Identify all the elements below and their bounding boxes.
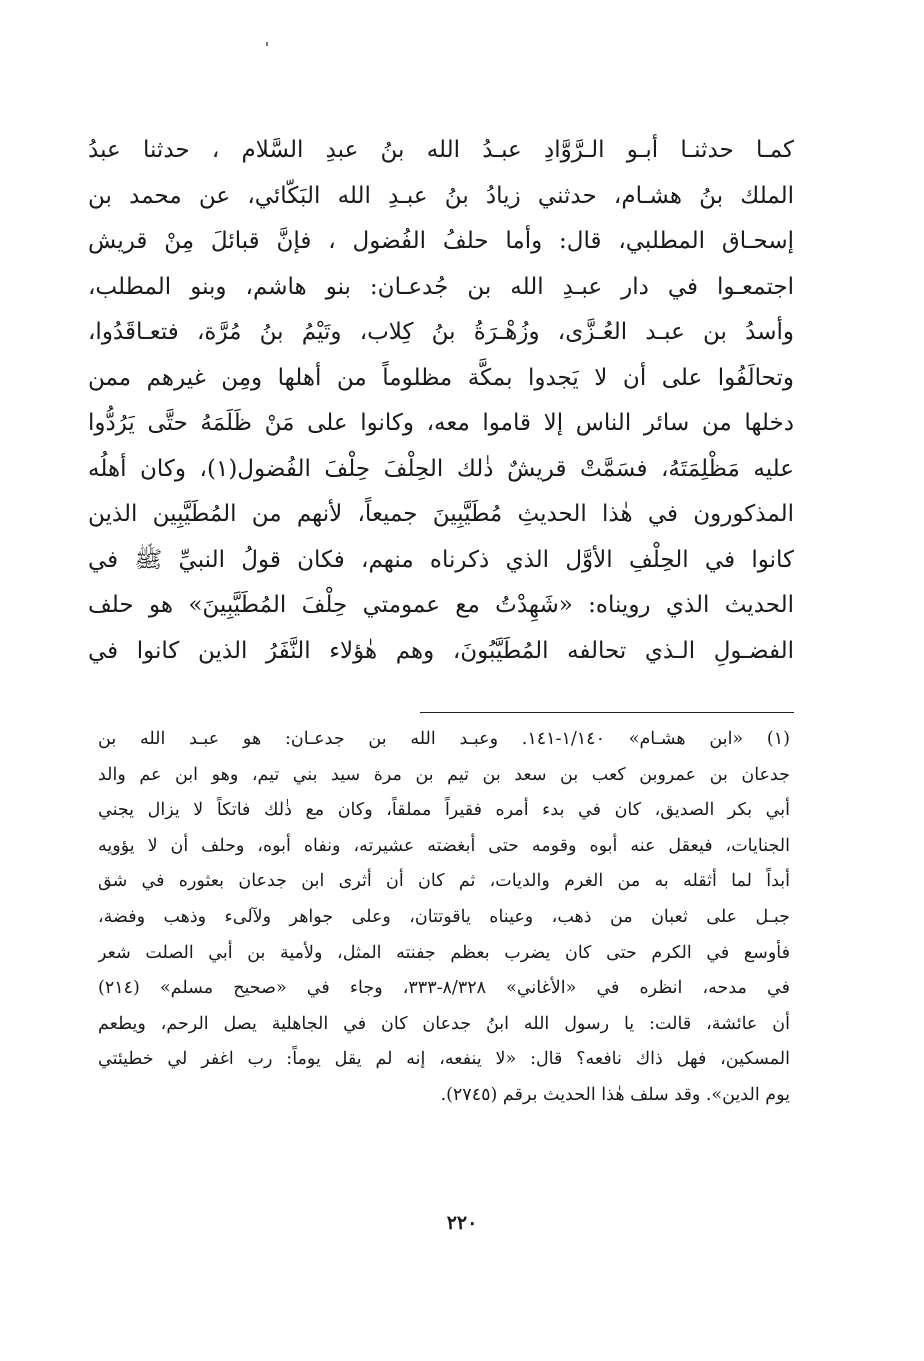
main-text-line: وأسدُ بن عبـد العُـزَّى، وزُهْـرَةُ بنُ كِلاب، وتَيْمُ بنُ مُرَّة، فتعـاقَدُوا، bbox=[88, 319, 794, 345]
main-text-line: كمـا حدثنـا أبـو الـرَّوَّادِ عبـدُ الله بنُ عبدِ السَّلام ، حدثنا عبدُ bbox=[88, 137, 794, 163]
main-text-line: اجتمعـوا في دار عبـدِ الله بن جُدعـان: بنو هاشم، وبنو المطلب، bbox=[88, 273, 794, 300]
footnote-line: أن عائشة، قالت: يا رسول الله ابنُ جدعان كان في الجاهلية يصل الرحم، ويطعم bbox=[98, 1013, 790, 1034]
main-text-line: إسحـاق المطلبي، قال: وأما حلفُ الفُضول ، فإنَّ قبائلَ مِنْ قريش bbox=[88, 228, 794, 254]
footnote-line: الجنايات، فيعقل عنه أبوه وقومه حتى أبغضته عشيرته، ونفاه أبوه، وحلف أن لا يؤويه bbox=[98, 835, 790, 856]
main-text-line: دخلها من سائر الناس إلا قاموا معه، وكانوا على مَنْ ظَلَمَهُ حتَّى يَرُدُّوا bbox=[88, 410, 794, 436]
main-text-line: الملك بنُ هشـام، حدثني زيادُ بنُ عبـدِ الله البَكّائي، عن محمد بن bbox=[88, 182, 794, 209]
footnote-line: جدعان بن عمروبن كعب بن سعد بن تيم بن مرة سيد بني تيم، وهو ابن عم والد bbox=[98, 764, 790, 785]
main-text-line: الفضـولِ الـذي تحالفه المُطَيَّبُونَ، وهم هٰؤلاء النَّفَرُ الذين كانوا في bbox=[88, 637, 794, 664]
page-number: ٢٢٠ bbox=[446, 1212, 478, 1234]
footnote-line: أبداً لما أثقله به من الغرم والديات، ثم كان أن أثرى ابن جدعان بعثوره في شق bbox=[98, 871, 790, 892]
main-text-line: الحديث الذي رويناه: «شَهِدْتُ مع عمومتي حِلْفَ المُطَيَّبِينَ» هو حلف bbox=[88, 592, 794, 618]
footnote-line: (١) «ابن هشـام» ١/١٤٠-١٤١. وعبـد الله بن جدعـان: هو عبـد الله بن bbox=[98, 729, 790, 749]
footnote-separator bbox=[420, 712, 794, 713]
footnote-line: جبـل على ثعبان من ذهب، وعيناه ياقوتتان، وعلى جواهر ولآلىء وذهب وفضة، bbox=[98, 906, 790, 927]
footnote-line: في مدحه، انظره في «الأغاني» ٨/٣٢٨-٣٣٣، وجاء في «صحيح مسلم» (٢١٤) bbox=[98, 978, 790, 999]
footnote-line: فأوسع في الكرم حتى كان يضرب بعظم جفنته المثل، ولأمية بن أبي الصلت شعر bbox=[98, 942, 790, 963]
footnote-block bbox=[98, 722, 790, 1114]
main-text-line: كانوا في الحِلْفِ الأوَّل الذي ذكرناه منهم، فكان قولُ النبيِّ ﷺ في bbox=[88, 546, 794, 573]
footnote-line: يوم الدين». وقد سلف هٰذا الحديث برقم (٢٧٤٥). bbox=[440, 1084, 790, 1105]
footnote-line: أبي بكر الصديق، كان في بدء أمره فقيراً مملقاً، وكان مع ذٰلك فاتكاً لا يزال يجني bbox=[98, 800, 790, 821]
main-text-line: المذكورون في هٰذا الحديثِ مُطَيَّبِينَ جميعاً، لأنهم من المُطَيَّبِين الذين bbox=[88, 501, 794, 527]
main-text-line: عليه مَظْلِمَتَهُ، فسَمَّتْ قريشٌ ذٰلك الحِلْفَ حِلْفَ الفُضول(١)، وكان أهلُه bbox=[88, 455, 794, 482]
main-text-line: وتحالَفُوا على أن لا يَجدوا بمكَّة مظلوماً من أهلها ومِن غيرهم ممن bbox=[88, 364, 794, 391]
main-text-block bbox=[88, 128, 794, 674]
footnote-line: المسكين، فهل ذاك نافعه؟ قال: «لا ينفعه، إنه لم يقل يوماً: رب اغفر لي خطيئتي bbox=[98, 1049, 790, 1070]
scan-speck bbox=[266, 42, 268, 46]
